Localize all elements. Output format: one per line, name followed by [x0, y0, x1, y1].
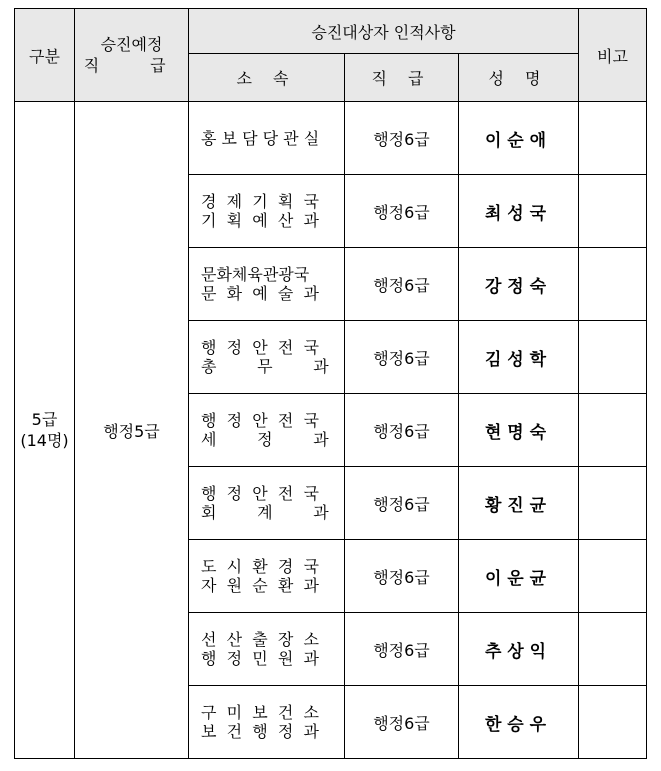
row-name: 강정숙 — [459, 248, 579, 321]
row-name: 현명숙 — [459, 394, 579, 467]
row-dept-line2: 보 건 행 정 과 — [201, 722, 319, 741]
row-name: 최성국 — [459, 175, 579, 248]
row-name: 한승우 — [459, 686, 579, 759]
row-dept-line1: 행 정 안 전 국 — [201, 484, 319, 503]
header-name: 성 명 — [459, 54, 579, 102]
header-promo-rank — [75, 9, 189, 102]
row-dept-line1: 홍 보 담 당 관 실 — [201, 128, 320, 148]
row-dept-line2: 자 원 순 환 과 — [201, 576, 319, 595]
row-dept-line2: 총 무 과 — [201, 357, 329, 376]
row-rank: 행정6급 — [345, 102, 459, 175]
row-dept — [189, 686, 345, 759]
row-rank: 행정6급 — [345, 540, 459, 613]
row-name: 김성학 — [459, 321, 579, 394]
group-category-line2: (14명) — [20, 431, 69, 450]
row-remark — [579, 175, 647, 248]
row-rank: 행정6급 — [345, 686, 459, 759]
row-dept-line2: 문 화 예 술 과 — [201, 284, 319, 303]
row-dept — [189, 394, 345, 467]
row-rank: 행정6급 — [345, 321, 459, 394]
row-remark — [579, 102, 647, 175]
row-dept — [189, 613, 345, 686]
row-dept-line1: 문화체육관광국 — [201, 265, 310, 284]
header-remarks: 비고 — [579, 9, 647, 102]
row-dept — [189, 540, 345, 613]
row-dept — [189, 321, 345, 394]
row-remark — [579, 686, 647, 759]
row-dept-line1: 행 정 안 전 국 — [201, 338, 319, 357]
row-name: 이순애 — [459, 102, 579, 175]
row-dept-line1: 도 시 환 경 국 — [201, 557, 319, 576]
row-remark — [579, 248, 647, 321]
row-dept-line2: 회 계 과 — [201, 503, 329, 522]
row-name: 황진균 — [459, 467, 579, 540]
promotion-table — [14, 8, 647, 759]
row-name: 추상익 — [459, 613, 579, 686]
header-category: 구분 — [15, 9, 75, 102]
row-dept — [189, 175, 345, 248]
row-dept-line2: 세 정 과 — [201, 430, 329, 449]
header-dept: 소 속 — [189, 54, 345, 102]
row-rank: 행정6급 — [345, 248, 459, 321]
header-promo-rank-line2: 직 급 — [83, 56, 180, 75]
row-remark — [579, 540, 647, 613]
header-promo-rank-line1: 승진예정 — [100, 35, 163, 54]
row-dept — [189, 467, 345, 540]
row-dept — [189, 102, 345, 175]
row-dept-line1: 선 산 출 장 소 — [201, 630, 319, 649]
row-dept-line2: 기 획 예 산 과 — [201, 211, 319, 230]
row-remark — [579, 613, 647, 686]
group-promo-rank: 행정5급 — [75, 102, 189, 759]
row-dept-line2: 행 정 민 원 과 — [201, 649, 319, 668]
row-dept — [189, 248, 345, 321]
row-dept-line1: 구 미 보 건 소 — [201, 703, 319, 722]
row-dept-line1: 행 정 안 전 국 — [201, 411, 319, 430]
row-rank: 행정6급 — [345, 175, 459, 248]
row-remark — [579, 467, 647, 540]
row-remark — [579, 321, 647, 394]
header-candidate-group: 승진대상자 인적사항 — [189, 9, 579, 54]
row-rank: 행정6급 — [345, 394, 459, 467]
row-rank: 행정6급 — [345, 613, 459, 686]
row-dept-line1: 경 제 기 획 국 — [201, 192, 319, 211]
header-rank: 직 급 — [345, 54, 459, 102]
group-category — [15, 102, 75, 759]
row-rank: 행정6급 — [345, 467, 459, 540]
group-category-line1: 5급 — [31, 410, 58, 429]
row-name: 이운균 — [459, 540, 579, 613]
row-remark — [579, 394, 647, 467]
